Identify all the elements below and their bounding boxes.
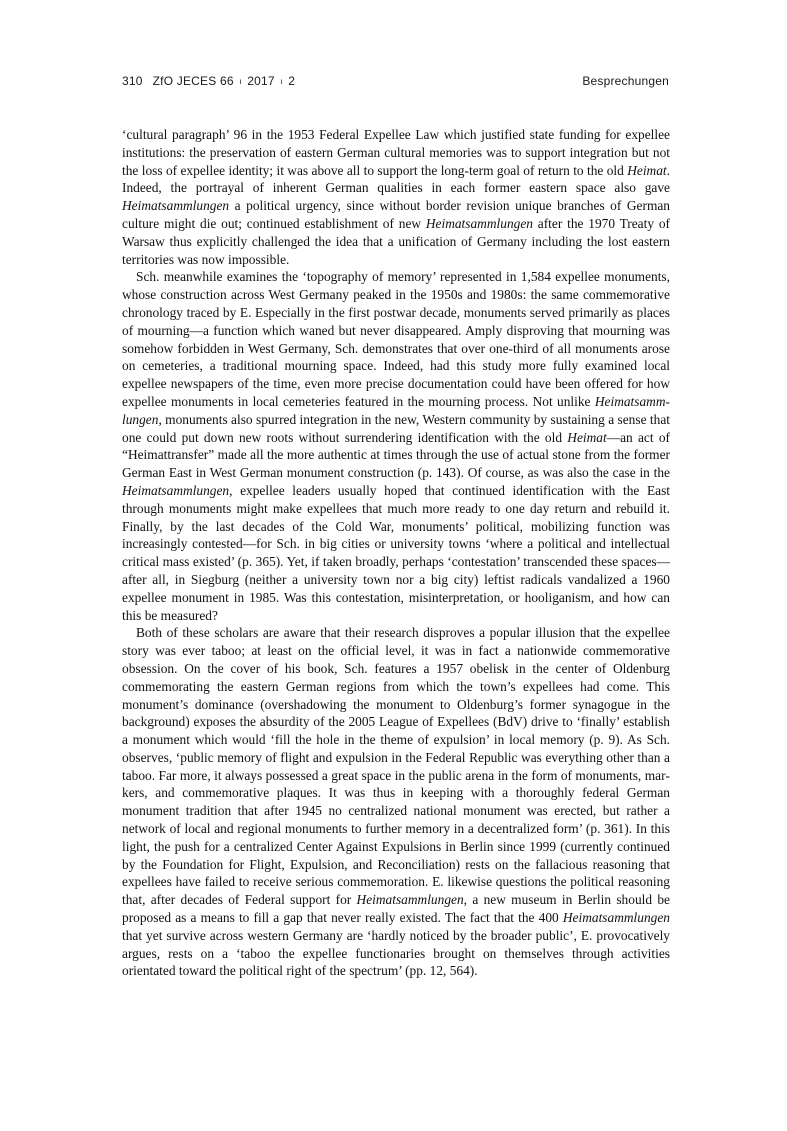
italic-term: Heimatsammlungen — [122, 198, 230, 214]
page-number: 310 — [122, 74, 143, 88]
paragraph — [122, 268, 670, 624]
paragraph — [122, 126, 670, 268]
journal-name: ZfO JECES 66 — [152, 74, 234, 88]
italic-term: Heimatsammlungen — [562, 910, 670, 926]
header-left — [122, 74, 295, 88]
section-title: Besprechungen — [582, 74, 669, 88]
text-run: , expellee leaders usually hoped that continued identification with the East through monuments might make expellees that much more ready to one day return and rebuild it. Finally, by the last decades of the Cold War, monuments’ political, mobilizing function was increasingly contested—for Sch. in big cities or university towns ‘where a political and intellectual critical mass existed’ (p. 365). Yet, if taken broadly, perhaps ‘contestation’ transcended these spaces—after all, in Siegburg (neither a university town nor a big city) leftist radicals vandalized a 1960 expellee monument in 1985. Was this contestation, misinterpretation, or hooliganism, and how can this be measured? — [122, 482, 670, 623]
italic-term: Heimat — [567, 429, 607, 445]
separator: ı — [239, 77, 242, 86]
text-run: , a new museum in Berlin should be proposed as a means to fill a gap that never really existed. The fact that the 400 — [122, 892, 670, 926]
journal-year: 2017 — [247, 74, 275, 88]
separator: ı — [280, 77, 283, 86]
paragraph — [122, 624, 670, 980]
italic-term: Heimatsammlungen — [425, 215, 533, 231]
text-run: —an act of “Heimattransfer” made all the more authentic at times through the use of actual stone from the former German East in West German monument construction (p. 143). Of course, as was also the case in the — [122, 429, 670, 481]
text-run: Both of these scholars are aware that their research disproves a popular illusion that the expellee story was ever taboo; at least on the official level, it was in fact a nationwide commemorative obsession. On the cover of his book, Sch. features a 1957 obelisk in the center of Oldenburg commemorating the eastern German regions from which the town’s expellees had come. This monument’s dominance (overshadowing the monument to Oldenburg’s former synagogue in the background) exposes the absurdity of the 2005 League of Expellees (BdV) drive to ‘finally’ establish a monument which would ‘fill the hole in the theme of expulsion’ in local memory (p. 9). As Sch. observes, ‘public memory of flight and expulsion in the Federal Republic was everything other than a taboo. Far more, it always possessed a great space in the public arena in the form of monuments, markers, and commemorative plaques. It was thus in keeping with a thoroughly federal German monument tradition that after 1945 no centralized national monument was erected, but rather a network of local and regional monuments to further memory in a decentralized form’ (p. 361). In this light, the push for a centralized Center Against Expulsions in Berlin since 1999 (currently continued by the Foundation for Flight, Expulsion, and Reconciliation) rests on the fallacious reasoning that expellees have failed to receive serious commemoration. E. likewise questions the political reasoning that, after decades of Federal support for — [122, 625, 670, 908]
running-header — [122, 74, 669, 92]
text-run: ‘cultural paragraph’ 96 in the 1953 Federal Expellee Law which justified state funding for expellee institutions: the preservation of eastern German cultural memories was to support integration but not the loss of expellee identity; it was above all to support the long-term goal of return to the old — [122, 127, 670, 178]
italic-term: Heimatsammlungen — [122, 393, 670, 427]
italic-term: Heimatsammlungen — [122, 482, 230, 498]
italic-term: Heimatsammlungen — [356, 892, 464, 908]
body-text — [122, 126, 670, 980]
italic-term: Heimat — [627, 162, 667, 178]
text-run: , monuments also spurred integration in the new, Western community by sustaining a sense that one could put down new roots without surrendering identification with the old — [122, 411, 670, 445]
journal-issue: 2 — [288, 74, 296, 88]
text-run: a political urgency, since without border revision unique branches of German culture might die out; continued establishment of new — [122, 198, 670, 231]
text-run: that yet survive across western Germany are ‘hardly noticed by the broader public’, E. provocatively argues, rests on a ‘taboo the expellee functionaries brought on themselves through activities orientated toward the political right of the spectrum’ (pp. 12, 564). — [122, 927, 670, 979]
text-run: after the 1970 Treaty of Warsaw thus explicitly challenged the idea that a unification of Germany including the lost eastern territories was now impossible. — [122, 215, 670, 267]
text-run: Sch. meanwhile examines the ‘topography of memory’ represented in 1,584 expellee monuments, whose construction across West Germany peaked in the 1950s and 1980s: the same commemorative chronology traced by E. Especially in the first postwar decade, monuments served primarily as places of mourning—a function which waned but never disappeared. Amply disproving that mourning was somehow forbidden in West Germany, Sch. demonstrates that over one-third of all monuments arose on cemeteries, a traditional mourning space. Indeed, had this study more fully examined local expellee newspapers of the time, even more precise documentation could have been offered for how expellee monuments in local cemeteries featured in the mourning process. Not unlike — [122, 269, 670, 409]
text-run: . Indeed, the portrayal of inherent German qualities in each former eastern space also gave — [122, 162, 670, 196]
